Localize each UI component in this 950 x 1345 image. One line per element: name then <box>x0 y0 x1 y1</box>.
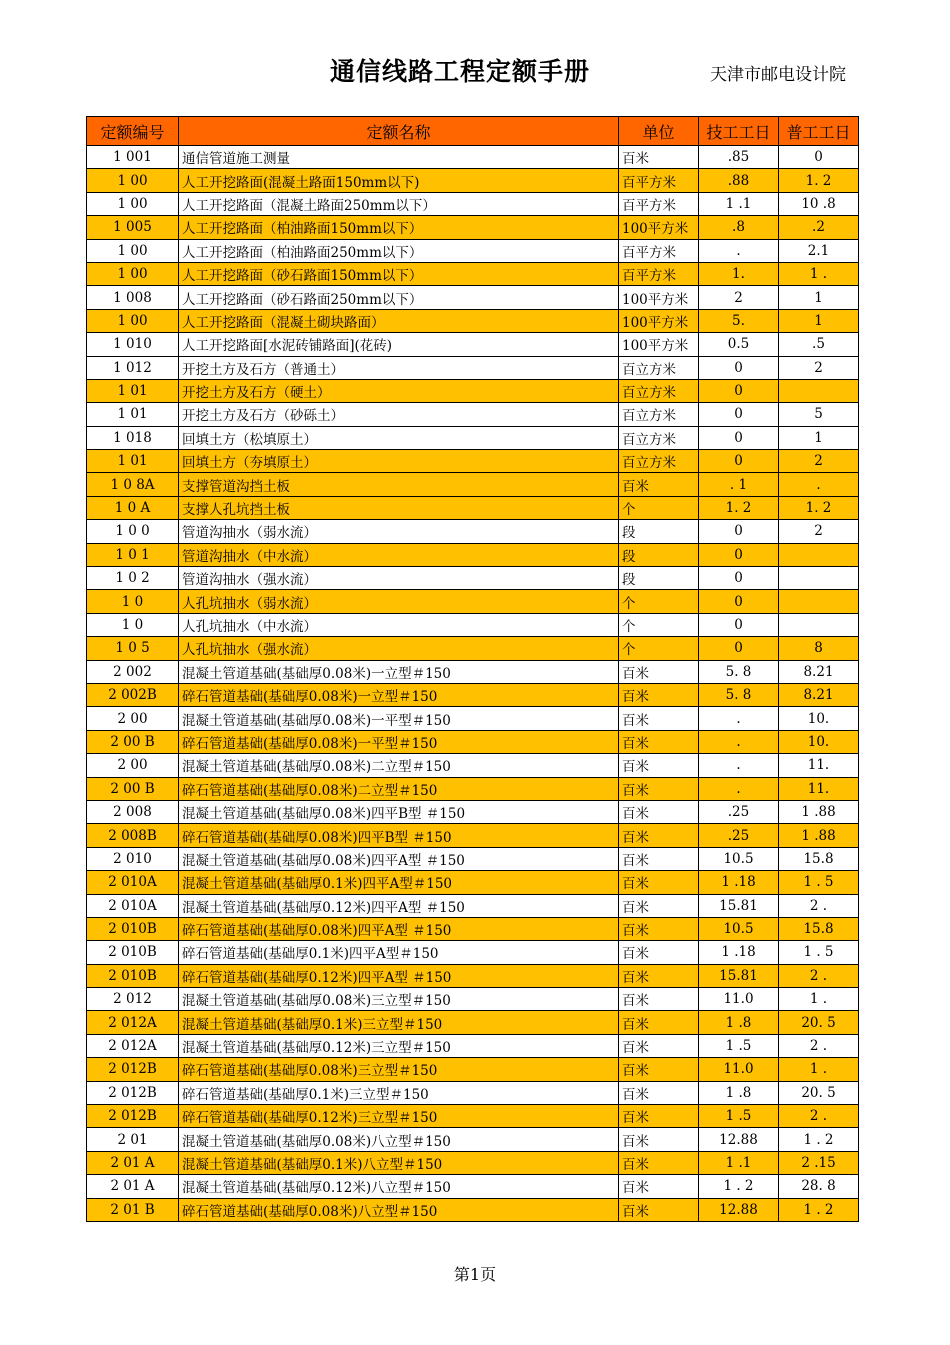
row-general-days <box>779 590 859 613</box>
row-name: 人工开挖路面（砂石路面250mm以下） <box>179 286 619 309</box>
row-skilled-days: 0 <box>699 356 779 379</box>
row-unit: 百平方米 <box>619 169 699 192</box>
row-name: 回填土方（夯填原土） <box>179 450 619 473</box>
row-unit: 个 <box>619 637 699 660</box>
row-general-days: 8 <box>779 637 859 660</box>
row-skilled-days: 0 <box>699 379 779 402</box>
table-row <box>87 379 859 402</box>
row-unit: 百米 <box>619 1128 699 1151</box>
row-name: 碎石管道基础(基础厚0.08米)一平型＃150 <box>179 730 619 753</box>
row-code: 2 00 B <box>87 777 179 800</box>
row-skilled-days: 1 .8 <box>699 1011 779 1034</box>
row-name: 碎石管道基础(基础厚0.08米)一立型＃150 <box>179 683 619 706</box>
row-skilled-days: 0 <box>699 567 779 590</box>
row-unit: 百米 <box>619 847 699 870</box>
table-row <box>87 707 859 730</box>
row-skilled-days: 1 .1 <box>699 192 779 215</box>
row-code: 2 00 <box>87 754 179 777</box>
row-general-days: 1 <box>779 426 859 449</box>
table-row <box>87 1081 859 1104</box>
row-skilled-days: 1. <box>699 262 779 285</box>
column-header-name: 定额名称 <box>179 117 619 146</box>
row-name: 人孔坑抽水（强水流） <box>179 637 619 660</box>
table-row <box>87 1198 859 1221</box>
row-code: 1 008 <box>87 286 179 309</box>
row-unit: 百米 <box>619 1175 699 1198</box>
row-skilled-days: .85 <box>699 146 779 169</box>
row-name: 碎石管道基础(基础厚0.1米)四平A型＃150 <box>179 941 619 964</box>
row-unit: 百平方米 <box>619 262 699 285</box>
row-name: 人孔坑抽水（弱水流） <box>179 590 619 613</box>
row-name: 混凝土管道基础(基础厚0.08米)四平A型 ＃150 <box>179 847 619 870</box>
table-row <box>87 988 859 1011</box>
row-code: 2 012B <box>87 1081 179 1104</box>
table-row <box>87 216 859 239</box>
table-body <box>87 146 859 1222</box>
row-unit: 百米 <box>619 1081 699 1104</box>
row-skilled-days: 1 . 2 <box>699 1175 779 1198</box>
organization-name: 天津市邮电设计院 <box>710 65 846 85</box>
row-skilled-days: .8 <box>699 216 779 239</box>
row-general-days: 28. 8 <box>779 1175 859 1198</box>
table-row <box>87 520 859 543</box>
row-name: 支撑管道沟挡土板 <box>179 473 619 496</box>
row-name: 通信管道施工测量 <box>179 146 619 169</box>
row-unit: 百米 <box>619 1034 699 1057</box>
row-name: 混凝土管道基础(基础厚0.12米)三立型＃150 <box>179 1034 619 1057</box>
row-name: 碎石管道基础(基础厚0.12米)三立型＃150 <box>179 1105 619 1128</box>
row-general-days: 2 <box>779 520 859 543</box>
row-general-days: 10 .8 <box>779 192 859 215</box>
row-code: 2 012A <box>87 1011 179 1034</box>
row-name: 碎石管道基础(基础厚0.08米)四平A型 ＃150 <box>179 917 619 940</box>
row-unit: 个 <box>619 613 699 636</box>
row-skilled-days: .25 <box>699 800 779 823</box>
row-name: 人工开挖路面（混凝土路面250mm以下） <box>179 192 619 215</box>
row-skilled-days: 1 .18 <box>699 871 779 894</box>
row-unit: 百米 <box>619 917 699 940</box>
row-unit: 百米 <box>619 800 699 823</box>
row-name: 碎石管道基础(基础厚0.1米)三立型＃150 <box>179 1081 619 1104</box>
row-general-days: 10. <box>779 707 859 730</box>
column-header-general-days: 普工工日 <box>779 117 859 146</box>
row-skilled-days: 1 .18 <box>699 941 779 964</box>
row-unit: 100平方米 <box>619 286 699 309</box>
row-general-days: 20. 5 <box>779 1081 859 1104</box>
row-name: 混凝土管道基础(基础厚0.12米)八立型＃150 <box>179 1175 619 1198</box>
row-unit: 百立方米 <box>619 403 699 426</box>
row-general-days: 1 . 2 <box>779 1198 859 1221</box>
row-code: 1 00 <box>87 262 179 285</box>
row-general-days: 1 <box>779 286 859 309</box>
table-row <box>87 941 859 964</box>
row-skilled-days: 1 .5 <box>699 1105 779 1128</box>
row-unit: 百立方米 <box>619 450 699 473</box>
row-general-days <box>779 613 859 636</box>
row-skilled-days: 0 <box>699 450 779 473</box>
row-code: 1 0 2 <box>87 567 179 590</box>
row-code: 1 001 <box>87 146 179 169</box>
row-unit: 个 <box>619 496 699 519</box>
row-code: 2 010B <box>87 917 179 940</box>
row-name: 混凝土管道基础(基础厚0.1米)八立型＃150 <box>179 1151 619 1174</box>
quota-table <box>86 116 859 1222</box>
page-number: 第1页 <box>453 1265 497 1284</box>
row-code: 1 005 <box>87 216 179 239</box>
row-skilled-days: 11.0 <box>699 1058 779 1081</box>
row-skilled-days: 5. 8 <box>699 660 779 683</box>
row-skilled-days: 2 <box>699 286 779 309</box>
row-name: 碎石管道基础(基础厚0.08米)二立型＃150 <box>179 777 619 800</box>
table-row <box>87 333 859 356</box>
row-code: 1 0 <box>87 613 179 636</box>
row-skilled-days: . 1 <box>699 473 779 496</box>
table-row <box>87 871 859 894</box>
row-name: 混凝土管道基础(基础厚0.08米)三立型＃150 <box>179 988 619 1011</box>
row-name: 人孔坑抽水（中水流） <box>179 613 619 636</box>
row-name: 碎石管道基础(基础厚0.12米)四平A型 ＃150 <box>179 964 619 987</box>
row-unit: 百米 <box>619 1151 699 1174</box>
row-code: 1 00 <box>87 192 179 215</box>
row-code: 2 010A <box>87 894 179 917</box>
row-general-days <box>779 543 859 566</box>
row-general-days: .5 <box>779 333 859 356</box>
table-row <box>87 403 859 426</box>
row-unit: 百平方米 <box>619 192 699 215</box>
row-general-days: 1 <box>779 309 859 332</box>
row-general-days: 10. <box>779 730 859 753</box>
row-general-days: 15.8 <box>779 917 859 940</box>
row-skilled-days: 15.81 <box>699 894 779 917</box>
table-row <box>87 262 859 285</box>
row-name: 混凝土管道基础(基础厚0.12米)四平A型 ＃150 <box>179 894 619 917</box>
row-code: 2 00 <box>87 707 179 730</box>
row-skilled-days: 12.88 <box>699 1128 779 1151</box>
row-name: 人工开挖路面（砂石路面150mm以下） <box>179 262 619 285</box>
row-name: 人工开挖路面（柏油路面250mm以下） <box>179 239 619 262</box>
row-name: 管道沟抽水（中水流） <box>179 543 619 566</box>
row-general-days: 1 . <box>779 988 859 1011</box>
row-code: 1 012 <box>87 356 179 379</box>
row-code: 1 01 <box>87 379 179 402</box>
row-skilled-days: 0 <box>699 590 779 613</box>
row-code: 1 00 <box>87 169 179 192</box>
row-code: 2 012B <box>87 1058 179 1081</box>
row-skilled-days: . <box>699 754 779 777</box>
row-code: 2 002B <box>87 683 179 706</box>
row-general-days: 2 . <box>779 1105 859 1128</box>
row-skilled-days: . <box>699 730 779 753</box>
row-name: 混凝土管道基础(基础厚0.08米)一平型＃150 <box>179 707 619 730</box>
row-general-days: 1. 2 <box>779 169 859 192</box>
table-row <box>87 450 859 473</box>
row-skilled-days: 0 <box>699 403 779 426</box>
row-code: 2 008B <box>87 824 179 847</box>
row-code: 1 01 <box>87 450 179 473</box>
row-name: 混凝土管道基础(基础厚0.08米)二立型＃150 <box>179 754 619 777</box>
table-row <box>87 286 859 309</box>
row-unit: 段 <box>619 567 699 590</box>
row-skilled-days: 10.5 <box>699 917 779 940</box>
row-skilled-days: 0 <box>699 426 779 449</box>
row-unit: 百米 <box>619 146 699 169</box>
table-row <box>87 1175 859 1198</box>
table-header-row <box>87 117 859 146</box>
row-name: 管道沟抽水（强水流） <box>179 567 619 590</box>
row-code: 2 00 B <box>87 730 179 753</box>
row-code: 1 018 <box>87 426 179 449</box>
row-code: 2 010B <box>87 941 179 964</box>
table-row <box>87 964 859 987</box>
row-general-days <box>779 567 859 590</box>
row-name: 开挖土方及石方（普通土） <box>179 356 619 379</box>
row-skilled-days: 0 <box>699 520 779 543</box>
row-name: 混凝土管道基础(基础厚0.1米)三立型＃150 <box>179 1011 619 1034</box>
table-row <box>87 1058 859 1081</box>
row-general-days: 8.21 <box>779 683 859 706</box>
row-general-days <box>779 379 859 402</box>
row-unit: 百立方米 <box>619 379 699 402</box>
row-skilled-days: 12.88 <box>699 1198 779 1221</box>
row-unit: 100平方米 <box>619 333 699 356</box>
row-code: 1 0 8A <box>87 473 179 496</box>
table-row <box>87 754 859 777</box>
table-row <box>87 613 859 636</box>
row-general-days: 2 . <box>779 894 859 917</box>
row-skilled-days: 1 .1 <box>699 1151 779 1174</box>
row-general-days: 2 . <box>779 1034 859 1057</box>
row-general-days: 2 .15 <box>779 1151 859 1174</box>
row-code: 2 010 <box>87 847 179 870</box>
row-unit: 百立方米 <box>619 426 699 449</box>
column-header-skilled-days: 技工工日 <box>699 117 779 146</box>
row-general-days: 1. 2 <box>779 496 859 519</box>
row-code: 2 012A <box>87 1034 179 1057</box>
row-general-days: . <box>779 473 859 496</box>
row-name: 开挖土方及石方（砂砾土） <box>179 403 619 426</box>
row-name: 人工开挖路面（混凝土砌块路面） <box>179 309 619 332</box>
table-row <box>87 1128 859 1151</box>
row-code: 2 010B <box>87 964 179 987</box>
row-skilled-days: 0 <box>699 637 779 660</box>
row-unit: 百平方米 <box>619 239 699 262</box>
row-code: 1 010 <box>87 333 179 356</box>
table-row <box>87 169 859 192</box>
row-general-days: 0 <box>779 146 859 169</box>
row-general-days: 5 <box>779 403 859 426</box>
row-code: 2 012 <box>87 988 179 1011</box>
row-code: 1 0 <box>87 590 179 613</box>
row-code: 1 0 1 <box>87 543 179 566</box>
row-skilled-days: .25 <box>699 824 779 847</box>
row-general-days: 1 . <box>779 262 859 285</box>
row-code: 2 012B <box>87 1105 179 1128</box>
row-name: 混凝土管道基础(基础厚0.1米)四平A型＃150 <box>179 871 619 894</box>
row-code: 2 008 <box>87 800 179 823</box>
table-row <box>87 1105 859 1128</box>
row-unit: 百立方米 <box>619 356 699 379</box>
table-row <box>87 894 859 917</box>
row-skilled-days: 5. <box>699 309 779 332</box>
row-unit: 百米 <box>619 754 699 777</box>
table-row <box>87 356 859 379</box>
row-unit: 百米 <box>619 824 699 847</box>
row-general-days: 1 .88 <box>779 800 859 823</box>
table-row <box>87 777 859 800</box>
row-name: 人工开挖路面(混凝土路面150mm以下) <box>179 169 619 192</box>
row-skilled-days: 1. 2 <box>699 496 779 519</box>
row-general-days: 15.8 <box>779 847 859 870</box>
row-name: 混凝土管道基础(基础厚0.08米)一立型＃150 <box>179 660 619 683</box>
table-row <box>87 800 859 823</box>
row-unit: 百米 <box>619 871 699 894</box>
row-general-days: 1 .88 <box>779 824 859 847</box>
row-general-days: 11. <box>779 754 859 777</box>
row-name: 混凝土管道基础(基础厚0.08米)四平B型 ＃150 <box>179 800 619 823</box>
row-unit: 百米 <box>619 1105 699 1128</box>
row-skilled-days: 11.0 <box>699 988 779 1011</box>
row-skilled-days: 10.5 <box>699 847 779 870</box>
row-code: 1 0 0 <box>87 520 179 543</box>
row-unit: 百米 <box>619 660 699 683</box>
row-unit: 百米 <box>619 777 699 800</box>
row-name: 碎石管道基础(基础厚0.08米)四平B型 ＃150 <box>179 824 619 847</box>
table-row <box>87 730 859 753</box>
table-row <box>87 824 859 847</box>
table-row <box>87 917 859 940</box>
row-unit: 个 <box>619 590 699 613</box>
row-general-days: 1 . <box>779 1058 859 1081</box>
row-unit: 100平方米 <box>619 309 699 332</box>
table-row <box>87 239 859 262</box>
row-general-days: 1 . 5 <box>779 871 859 894</box>
row-code: 1 00 <box>87 239 179 262</box>
row-code: 2 01 <box>87 1128 179 1151</box>
row-unit: 百米 <box>619 707 699 730</box>
row-unit: 百米 <box>619 683 699 706</box>
row-unit: 百米 <box>619 964 699 987</box>
row-unit: 段 <box>619 543 699 566</box>
table-row <box>87 637 859 660</box>
row-unit: 100平方米 <box>619 216 699 239</box>
row-general-days: 1 . 2 <box>779 1128 859 1151</box>
row-skilled-days: . <box>699 239 779 262</box>
row-general-days: 2 <box>779 450 859 473</box>
table-row <box>87 683 859 706</box>
row-skilled-days: 0 <box>699 613 779 636</box>
row-name: 管道沟抽水（弱水流） <box>179 520 619 543</box>
table-row <box>87 1034 859 1057</box>
column-header-unit: 单位 <box>619 117 699 146</box>
row-name: 支撑人孔坑挡土板 <box>179 496 619 519</box>
row-unit: 百米 <box>619 473 699 496</box>
row-general-days: 8.21 <box>779 660 859 683</box>
table-row <box>87 590 859 613</box>
row-skilled-days: 5. 8 <box>699 683 779 706</box>
row-skilled-days: 0 <box>699 543 779 566</box>
table-row <box>87 426 859 449</box>
row-code: 2 01 A <box>87 1151 179 1174</box>
row-skilled-days: . <box>699 707 779 730</box>
table-row <box>87 567 859 590</box>
row-skilled-days: 1 .5 <box>699 1034 779 1057</box>
row-general-days: 2 <box>779 356 859 379</box>
row-name: 开挖土方及石方（硬土） <box>179 379 619 402</box>
document-title: 通信线路工程定额手册 <box>330 57 591 86</box>
table-row <box>87 543 859 566</box>
row-code: 1 00 <box>87 309 179 332</box>
table-row <box>87 473 859 496</box>
row-skilled-days: .88 <box>699 169 779 192</box>
row-code: 1 0 A <box>87 496 179 519</box>
row-general-days: 2 . <box>779 964 859 987</box>
row-skilled-days: 1 .8 <box>699 1081 779 1104</box>
table-row <box>87 496 859 519</box>
table-row <box>87 660 859 683</box>
row-unit: 百米 <box>619 1198 699 1221</box>
row-general-days: 2.1 <box>779 239 859 262</box>
table-row <box>87 146 859 169</box>
row-code: 2 01 A <box>87 1175 179 1198</box>
row-skilled-days: 15.81 <box>699 964 779 987</box>
row-name: 人工开挖路面（柏油路面150mm以下） <box>179 216 619 239</box>
column-header-code: 定额编号 <box>87 117 179 146</box>
row-name: 碎石管道基础(基础厚0.08米)三立型＃150 <box>179 1058 619 1081</box>
row-code: 2 01 B <box>87 1198 179 1221</box>
row-general-days: 20. 5 <box>779 1011 859 1034</box>
row-general-days: 11. <box>779 777 859 800</box>
table-row <box>87 309 859 332</box>
table-row <box>87 1151 859 1174</box>
row-skilled-days: 0.5 <box>699 333 779 356</box>
table-row <box>87 847 859 870</box>
row-unit: 百米 <box>619 1011 699 1034</box>
row-name: 人工开挖路面[水泥砖铺路面](花砖) <box>179 333 619 356</box>
row-unit: 百米 <box>619 730 699 753</box>
row-name: 混凝土管道基础(基础厚0.08米)八立型＃150 <box>179 1128 619 1151</box>
row-code: 1 0 5 <box>87 637 179 660</box>
row-unit: 百米 <box>619 941 699 964</box>
row-general-days: .2 <box>779 216 859 239</box>
row-code: 2 002 <box>87 660 179 683</box>
table-row <box>87 1011 859 1034</box>
row-name: 碎石管道基础(基础厚0.08米)八立型＃150 <box>179 1198 619 1221</box>
row-code: 1 01 <box>87 403 179 426</box>
row-unit: 段 <box>619 520 699 543</box>
row-unit: 百米 <box>619 988 699 1011</box>
table-row <box>87 192 859 215</box>
row-name: 回填土方（松填原土） <box>179 426 619 449</box>
row-skilled-days: . <box>699 777 779 800</box>
row-code: 2 010A <box>87 871 179 894</box>
row-general-days: 1 . 5 <box>779 941 859 964</box>
row-unit: 百米 <box>619 1058 699 1081</box>
row-unit: 百米 <box>619 894 699 917</box>
